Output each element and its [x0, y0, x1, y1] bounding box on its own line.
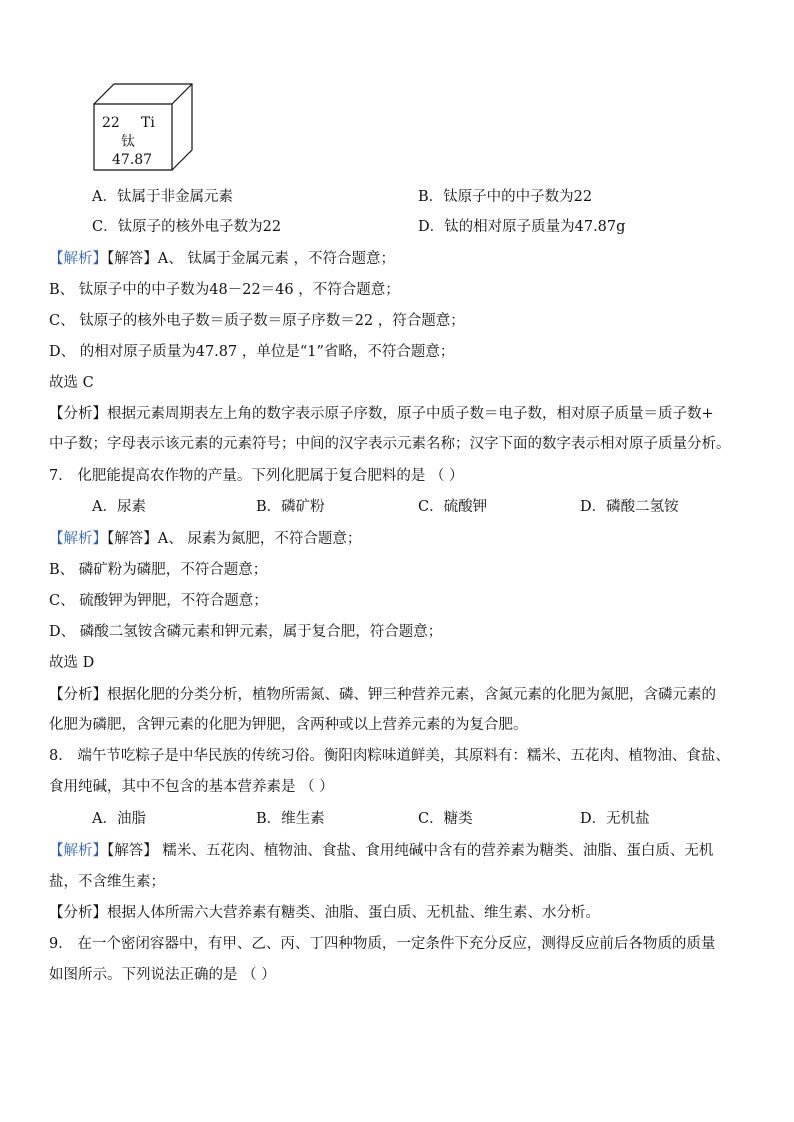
q6-analysis-line2: B、 钛原子中的中子数为48－22＝46 ，不符合题意；: [49, 282, 400, 298]
q8-stem-line1: 8． 端午节吃粽子是中华民族的传统习俗。衡阳肉粽味道鲜美，其原料有：糯米、五花肉、植物油、食盐、: [49, 748, 730, 764]
q7-fenxi-line1: 【分析】根据化肥的分类分析，植物所需氮、磷、钾三种营养元素，含氮元素的化肥为氮肥，含磷元素的: [49, 687, 716, 703]
analysis-tag: 【解析】: [49, 531, 107, 547]
q7-stem: 7． 化肥能提高农作物的产量。下列化肥属于复合肥料的是 （ ）: [49, 468, 464, 484]
q7-option-a: A．尿素: [92, 499, 146, 515]
q7-analysis-line1: 【解析】【解答】A、 尿素为氮肥，不符合题意；: [49, 531, 362, 547]
analysis-tag: 【解析】: [49, 251, 107, 267]
q6-analysis-line1: 【解析】【解答】A、 钛属于金属元素 ，不符合题意；: [49, 251, 395, 267]
q7-option-c: C．硫酸钾: [418, 499, 488, 515]
titanium-element-card: [92, 82, 194, 172]
q7-option-d: D．磷酸二氢铵: [580, 499, 679, 515]
q8-option-a: A．油脂: [92, 811, 146, 827]
q8-fenxi: 【分析】根据人体所需六大营养素有糖类、油脂、蛋白质、无机盐、维生素、水分析。: [49, 905, 600, 921]
q6-option-c: C．钛原子的核外电子数为22: [92, 219, 282, 235]
q7-fenxi-line2: 化肥为磷肥，含钾元素的化肥为钾肥，含两种或以上营养元素的为复合肥。: [49, 717, 528, 733]
q6-answer: 故选 C: [49, 375, 94, 391]
atomic-number: 22: [102, 115, 120, 131]
q7-analysis-line2: B、 磷矿粉为磷肥，不符合题意；: [49, 562, 268, 578]
atomic-mass: 47.87: [112, 152, 153, 168]
q6-option-d: D．钛的相对原子质量为47.87g: [418, 219, 626, 235]
q8-analysis-line2: 盐，不含维生素；: [49, 874, 165, 890]
q6-analysis-line4: D、 的相对原子质量为47.87 ，单位是“1”省略，不符合题意；: [49, 344, 455, 360]
q9-stem-line1: 9． 在一个密闭容器中，有甲、乙、丙、丁四种物质，一定条件下充分反应，测得反应前后各物质的质量: [49, 936, 716, 952]
q8-option-c: C．糖类: [418, 811, 473, 827]
q8-analysis-line1: 【解析】【解答】 糯米、五花肉、植物油、食盐、食用纯碱中含有的营养素为糖类、油脂、蛋白质、无机: [49, 843, 714, 859]
element-symbol: Ti: [141, 115, 155, 131]
analysis-tag: 【解析】: [49, 843, 107, 859]
q8-stem-line2: 食用纯碱，其中不包含的基本营养素是 （ ）: [49, 779, 334, 795]
q6-option-a: A．钛属于非金属元素: [92, 189, 233, 205]
q6-fenxi-line2: 中子数；字母表示该元素的元素符号；中间的汉字表示元素名称；汉字下面的数字表示相对原子质量分析。: [49, 436, 731, 452]
q7-analysis-line3: C、 硫酸钾为钾肥，不符合题意；: [49, 593, 268, 609]
q7-answer: 故选 D: [49, 655, 95, 671]
q9-stem-line2: 如图所示。下列说法正确的是 （ ）: [49, 967, 276, 983]
q7-analysis-line4: D、 磷酸二氢铵含磷元素和钾元素，属于复合肥，符合题意；: [49, 624, 443, 640]
q8-option-d: D．无机盐: [580, 811, 650, 827]
q6-analysis-line3: C、 钛原子的核外电子数＝质子数＝原子序数＝22 ，符合题意；: [49, 313, 465, 329]
q7-option-b: B．磷矿粉: [256, 499, 325, 515]
q6-option-b: B．钛原子中的中子数为22: [418, 189, 593, 205]
q6-fenxi-line1: 【分析】根据元素周期表左上角的数字表示原子序数，原子中质子数＝电子数，相对原子质量＝质子数+: [49, 406, 714, 422]
q8-option-b: B．维生素: [256, 811, 325, 827]
element-name: 钛: [121, 134, 135, 150]
